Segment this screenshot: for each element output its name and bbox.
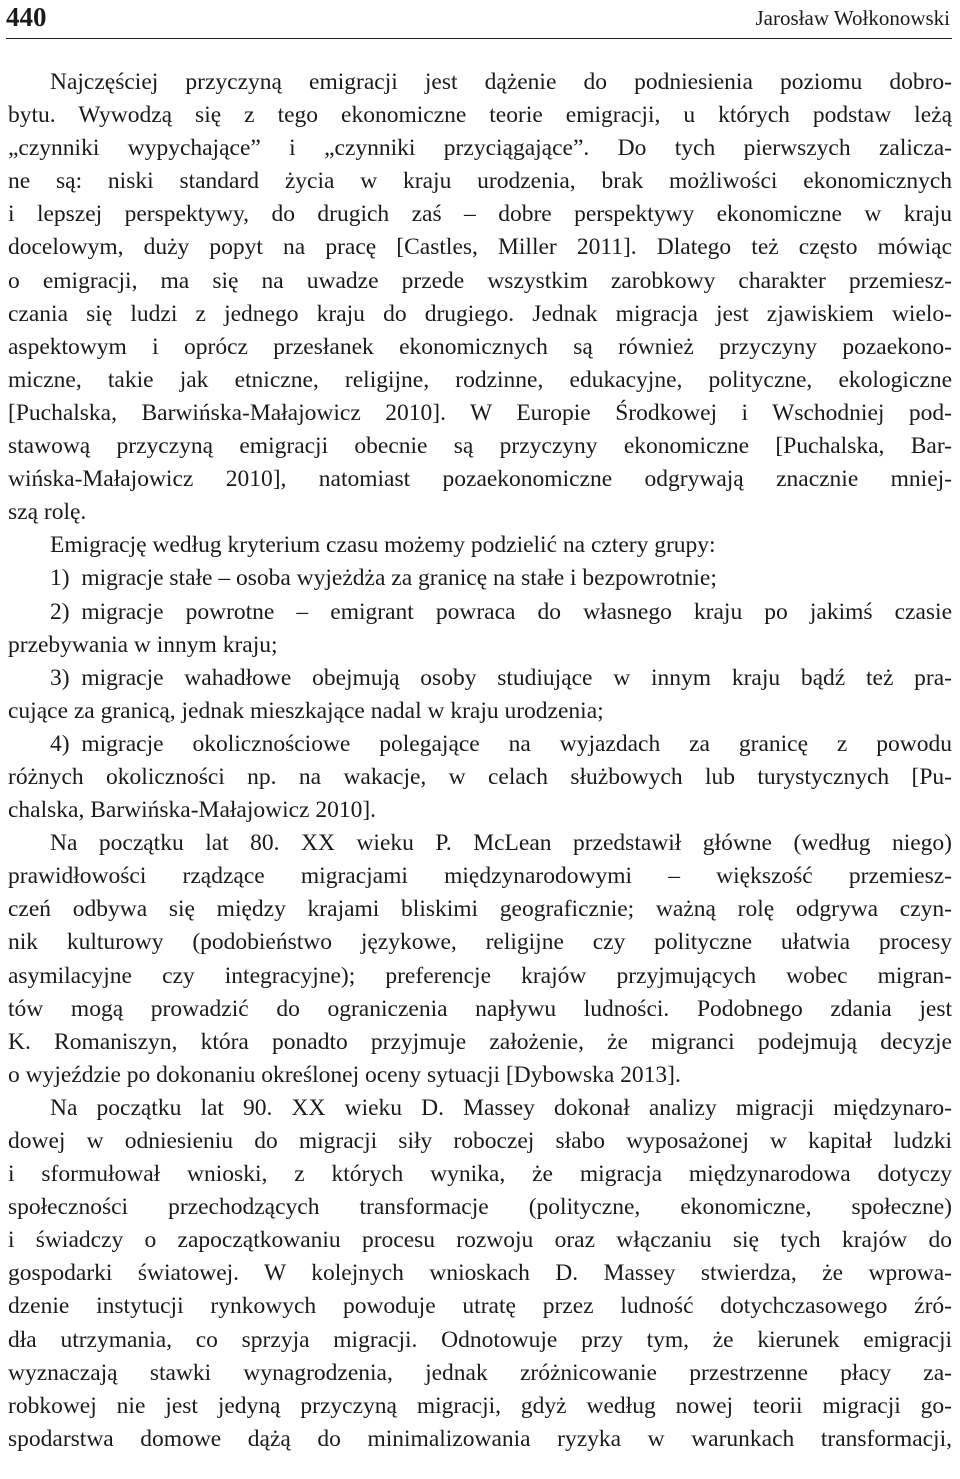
text-line: różnych okoliczności np. na wakacje, w celach służbowych lub turystycznych [Pu- (8, 763, 952, 790)
text-line: przebywania w innym kraju; (8, 631, 278, 658)
text-line: dła utrzymania, co sprzyja migracji. Odnotowuje przy tym, że kierunek emigracji (8, 1326, 952, 1353)
list-item-3: 3) migracje wahadłowe obejmują osoby studiujące w innym kraju bądź też pra- (50, 664, 952, 691)
text-line: wińska-Małajowicz 2010], natomiast pozaekonomiczne odgrywają znacznie mniej- (8, 466, 952, 493)
running-head-author: Jarosław Wołkonowski (755, 6, 950, 30)
text-line: miczne, takie jak etniczne, religijne, rodzinne, edukacyjne, polityczne, ekologiczne (8, 366, 952, 393)
text-line: Emigrację według kryterium czasu możemy podzielić na cztery grupy: (50, 532, 716, 559)
text-line: i świadczy o zapoczątkowaniu procesu rozwoju oraz włączaniu się tych krajów do (8, 1227, 952, 1254)
list-item-1: 1) migracje stałe – osoba wyjeżdża za granicę na stałe i bezpowrotnie; (50, 565, 717, 592)
list-item-4: 4) migracje okolicznościowe polegające na wyjazdach za granicę z powodu (50, 730, 952, 757)
text-line: nik kulturowy (podobieństwo językowe, religijne czy polityczne ułatwia procesy (8, 929, 952, 956)
text-line: Na początku lat 90. XX wieku D. Massey dokonał analizy migracji międzynaro- (50, 1094, 952, 1121)
text-line: wyznaczają stawki wynagrodzenia, jednak zróżnicowanie przestrzenne płacy za- (8, 1359, 952, 1386)
text-line: docelowym, duży popyt na pracę [Castles, Miller 2011]. Dlatego też często mówiąc (8, 234, 952, 261)
text-line: o emigracji, ma się na uwadze przede wszystkim zarobkowy charakter przemiesz- (8, 267, 952, 294)
text-line: [Puchalska, Barwińska-Małajowicz 2010]. W Europie Środkowej i Wschodniej pod- (8, 399, 952, 426)
text-line: i lepszej perspektywy, do drugich zaś – dobre perspektywy ekonomiczne w kraju (8, 201, 952, 228)
text-line: „czynniki wypychające” i „czynniki przyciągające”. Do tych pierwszych zalicza- (8, 135, 952, 162)
text-line: stawową przyczyną emigracji obecnie są przyczyny ekonomiczne [Puchalska, Bar- (8, 433, 952, 460)
text-line: cujące za granicą, jednak mieszkające nadal w kraju urodzenia; (8, 697, 604, 724)
text-line: o wyjeździe po dokonaniu określonej oceny sytuacji [Dybowska 2013]. (8, 1061, 681, 1088)
text-line: Najczęściej przyczyną emigracji jest dążenie do podniesienia poziomu dobro- (50, 69, 952, 95)
text-line: czeń odbywa się między krajami bliskimi geograficznie; ważną rolę odgrywa czyn- (8, 896, 952, 923)
text-line: K. Romaniszyn, która ponadto przyjmuje założenie, że migranci podejmują decyzje (8, 1028, 952, 1055)
text-line: robkowej nie jest jedyną przyczyną migracji, gdyż według nowej teorii migracji go- (8, 1392, 952, 1419)
text-line: asymilacyjne czy integracyjne); preferencje krajów przyjmujących wobec migran- (8, 962, 952, 989)
text-line: dowej w odniesieniu do migracji siły roboczej słabo wyposażonej w kapitał ludzki (8, 1128, 952, 1154)
page-header (6, 0, 952, 39)
text-line: i sformułował wnioski, z których wynika, że migracja międzynarodowa dotyczy (8, 1161, 952, 1188)
text-line: chalska, Barwińska-Małajowicz 2010]. (8, 797, 377, 824)
list-item-2: 2) migracje powrotne – emigrant powraca do własnego kraju po jakimś czasie (50, 598, 952, 625)
text-line: spodarstwa domowe dążą do minimalizowania ryzyka w warunkach transformacji, (8, 1425, 952, 1452)
page-number: 440 (6, 2, 47, 32)
text-line: dzenie instytucji rynkowych powoduje utratę przez ludność dotychczasowego źró- (8, 1293, 952, 1320)
text-line: aspektowym i oprócz przesłanek ekonomicznych są również przyczyny pozaekono- (8, 333, 952, 360)
text-line: prawidłowości rządzące migracjami międzynarodowymi – większość przemiesz- (8, 863, 952, 890)
text-line: tów mogą prowadzić do ograniczenia napływu ludności. Podobnego zdania jest (8, 995, 952, 1022)
text-line: czania się ludzi z jednego kraju do drugiego. Jednak migracja jest zjawiskiem wielo- (8, 300, 952, 327)
text-line: ne są: niski standard życia w kraju urodzenia, brak możliwości ekonomicznych (8, 168, 952, 195)
text-line: szą rolę. (8, 499, 87, 526)
text-line: społeczności przechodzących transformacje (polityczne, ekonomiczne, społeczne) (8, 1194, 952, 1221)
text-line: bytu. Wywodzą się z tego ekonomiczne teorie emigracji, u których podstaw leżą (8, 102, 952, 129)
text-line: gospodarki światowej. W kolejnych wnioskach D. Massey stwierdza, że wprowa- (8, 1260, 952, 1287)
body-text (8, 66, 952, 1456)
text-line: Na początku lat 80. XX wieku P. McLean przedstawił główne (według niego) (50, 830, 952, 857)
